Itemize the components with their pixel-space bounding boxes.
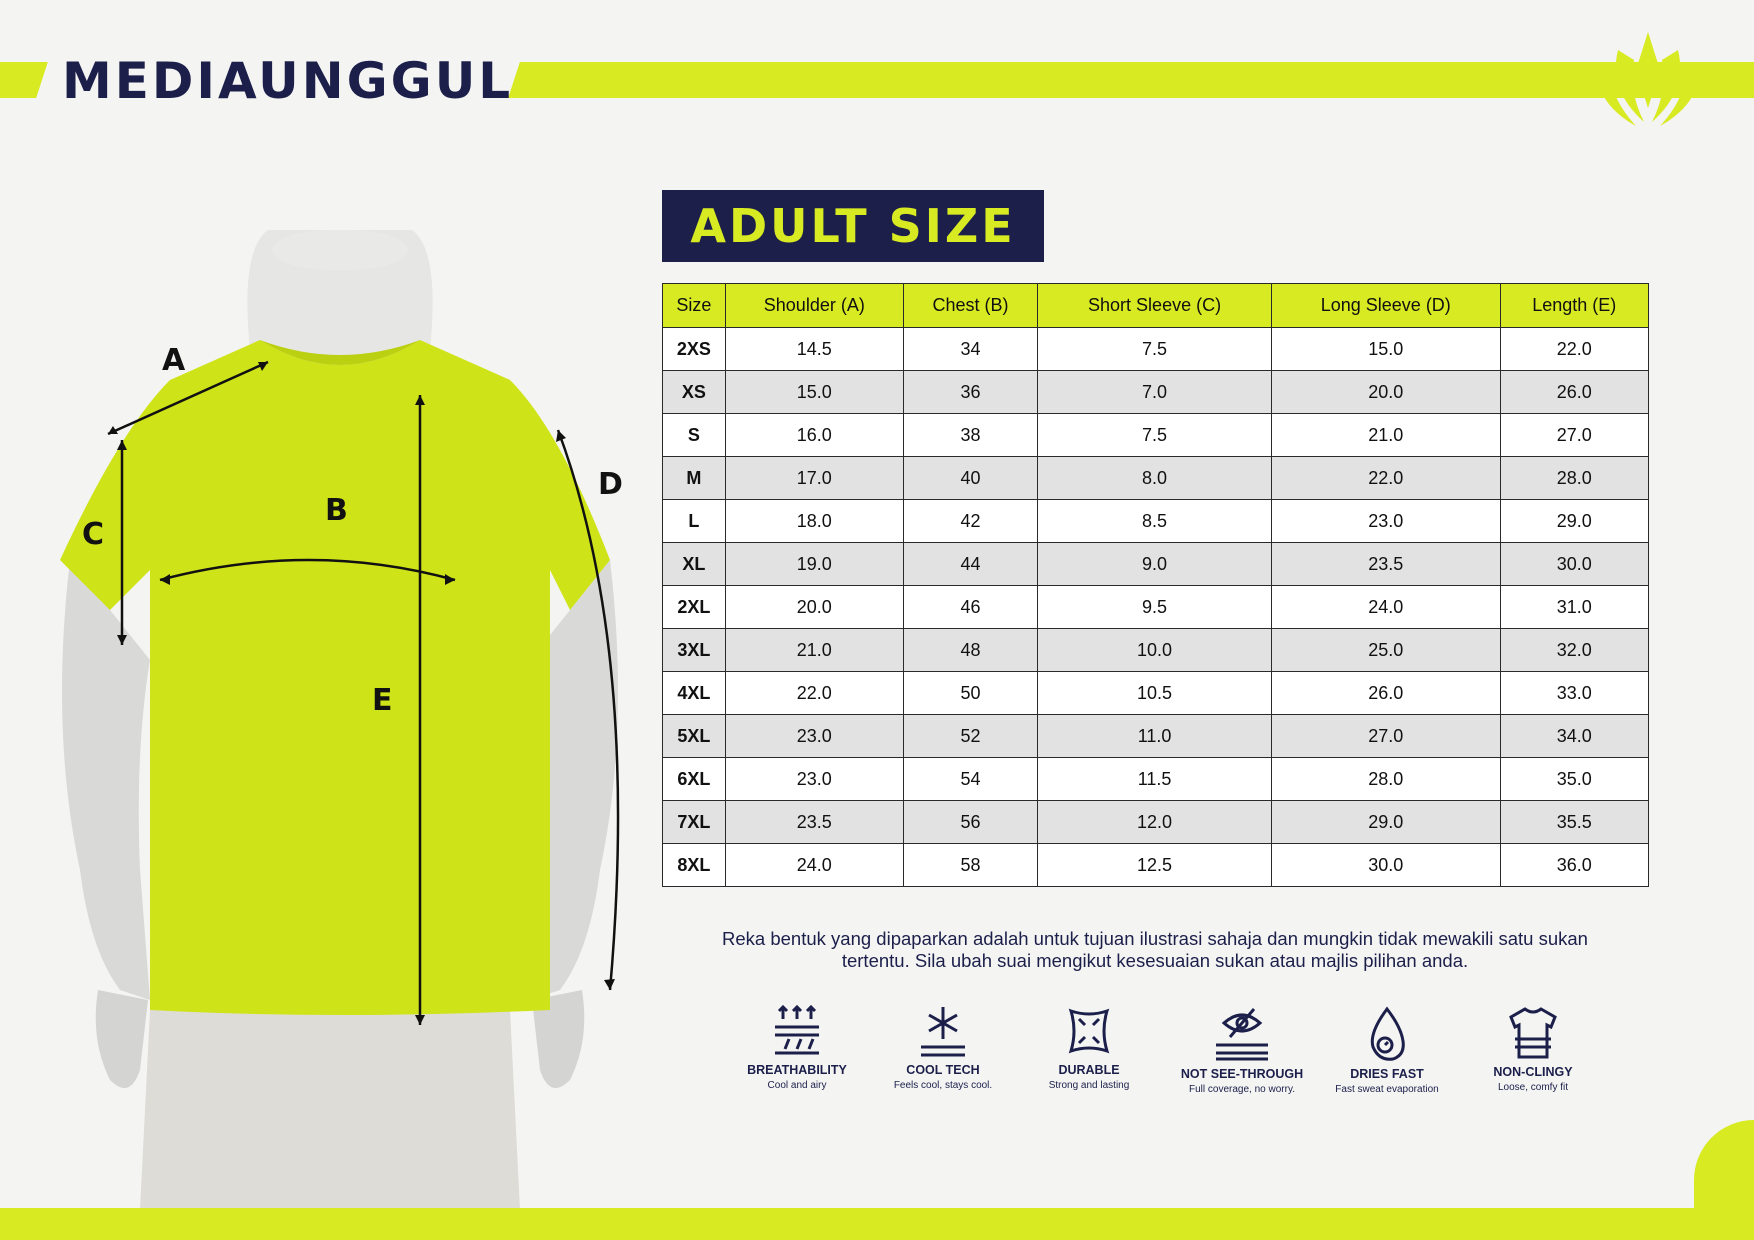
measurement-cell: 27.0: [1271, 715, 1500, 758]
feature-title: DRIES FAST: [1350, 1067, 1424, 1081]
measurement-cell: 58: [903, 844, 1037, 887]
size-cell: 2XL: [663, 586, 726, 629]
measurement-cell: 9.5: [1038, 586, 1272, 629]
label-c: C: [82, 517, 105, 552]
measurement-cell: 28.0: [1500, 457, 1648, 500]
measurement-cell: 22.0: [1271, 457, 1500, 500]
breathability-icon: [769, 1005, 825, 1059]
feature-title: NON-CLINGY: [1493, 1065, 1573, 1079]
measurement-cell: 36: [903, 371, 1037, 414]
measurement-cell: 30.0: [1500, 543, 1648, 586]
column-header: Chest (B): [903, 284, 1037, 328]
column-header: Length (E): [1500, 284, 1648, 328]
label-d: D: [598, 467, 623, 502]
measurement-cell: 40: [903, 457, 1037, 500]
measurement-cell: 28.0: [1271, 758, 1500, 801]
table-row: [663, 500, 1649, 543]
column-header: Shoulder (A): [725, 284, 903, 328]
measurement-cell: 24.0: [725, 844, 903, 887]
size-cell: 4XL: [663, 672, 726, 715]
measurement-cell: 31.0: [1500, 586, 1648, 629]
measurement-cell: 48: [903, 629, 1037, 672]
column-header: Size: [663, 284, 726, 328]
table-row: [663, 758, 1649, 801]
measurement-cell: 30.0: [1271, 844, 1500, 887]
measurement-cell: 23.5: [1271, 543, 1500, 586]
size-cell: M: [663, 457, 726, 500]
measurement-cell: 26.0: [1271, 672, 1500, 715]
column-header: Long Sleeve (D): [1271, 284, 1500, 328]
measurement-cell: 38: [903, 414, 1037, 457]
measurement-cell: 8.0: [1038, 457, 1272, 500]
feature-breathability: [722, 1005, 872, 1091]
measurement-cell: 25.0: [1271, 629, 1500, 672]
measurement-cell: 11.5: [1038, 758, 1272, 801]
measurement-cell: 24.0: [1271, 586, 1500, 629]
label-a: A: [162, 343, 186, 378]
measurement-cell: 23.0: [725, 715, 903, 758]
table-row: [663, 844, 1649, 887]
size-chart-table: [662, 283, 1649, 887]
table-row: [663, 371, 1649, 414]
durable-icon: [1061, 1005, 1117, 1059]
measurement-cell: 23.0: [725, 758, 903, 801]
brand-logo: MEDIAUNGGUL: [62, 52, 514, 110]
disclaimer-text: Reka bentuk yang dipaparkan adalah untuk tujuan ilustrasi sahaja dan mungkin tidak mewakili satu sukan tertentu. Sila ubah suai mengikut kesesuaian sukan atau majlis pilihan anda.: [722, 928, 1588, 971]
feature-subtitle: Cool and airy: [767, 1080, 827, 1091]
title-banner: [662, 190, 1044, 262]
measurement-cell: 7.0: [1038, 371, 1272, 414]
size-cell: S: [663, 414, 726, 457]
droplet-icon: [1359, 1005, 1415, 1063]
feature-title: NOT SEE-THROUGH: [1180, 1067, 1304, 1081]
table-row: [663, 457, 1649, 500]
table-row: [663, 328, 1649, 371]
feature-subtitle: Strong and lasting: [1048, 1080, 1130, 1091]
measurement-cell: 35.5: [1500, 801, 1648, 844]
feature-subtitle: Fast sweat evaporation: [1335, 1084, 1439, 1095]
measurement-cell: 15.0: [725, 371, 903, 414]
table-row: [663, 414, 1649, 457]
features-row: [722, 1005, 1600, 1115]
measurement-cell: 29.0: [1500, 500, 1648, 543]
label-e: E: [372, 683, 393, 718]
measurement-cell: 33.0: [1500, 672, 1648, 715]
page-title: ADULT SIZE: [690, 199, 1016, 253]
feature-not-see-through: [1160, 1005, 1324, 1095]
measurement-cell: 10.0: [1038, 629, 1272, 672]
measurement-cell: 34: [903, 328, 1037, 371]
measurement-cell: 20.0: [1271, 371, 1500, 414]
measurement-cell: 15.0: [1271, 328, 1500, 371]
measurement-cell: 17.0: [725, 457, 903, 500]
measurement-cell: 9.0: [1038, 543, 1272, 586]
measurement-cell: 44: [903, 543, 1037, 586]
size-cell: XS: [663, 371, 726, 414]
table-row: [663, 586, 1649, 629]
measurement-cell: 16.0: [725, 414, 903, 457]
measurement-cell: 7.5: [1038, 414, 1272, 457]
measurement-cell: 22.0: [725, 672, 903, 715]
feature-durable: [1014, 1005, 1164, 1091]
measurement-cell: 29.0: [1271, 801, 1500, 844]
tshirt-illustration: [40, 230, 640, 1210]
feature-subtitle: Feels cool, stays cool.: [893, 1080, 993, 1091]
measurement-cell: 10.5: [1038, 672, 1272, 715]
column-header: Short Sleeve (C): [1038, 284, 1272, 328]
measurement-cell: 46: [903, 586, 1037, 629]
measurement-cell: 19.0: [725, 543, 903, 586]
measurement-cell: 42: [903, 500, 1037, 543]
measurement-cell: 35.0: [1500, 758, 1648, 801]
size-cell: 8XL: [663, 844, 726, 887]
table-body: [663, 328, 1649, 887]
measurement-cell: 23.5: [725, 801, 903, 844]
footer-band: [0, 1208, 1754, 1240]
size-cell: 5XL: [663, 715, 726, 758]
measurement-cell: 7.5: [1038, 328, 1272, 371]
feature-subtitle: Full coverage, no worry.: [1189, 1084, 1295, 1095]
measurement-cell: 52: [903, 715, 1037, 758]
measurement-cell: 34.0: [1500, 715, 1648, 758]
brand-emblem-icon: [1588, 30, 1708, 130]
measurement-cell: 56: [903, 801, 1037, 844]
feature-title: BREATHABILITY: [747, 1063, 847, 1077]
measurement-cell: 20.0: [725, 586, 903, 629]
feature-cool-tech: [868, 1005, 1018, 1091]
size-cell: L: [663, 500, 726, 543]
measurement-cell: 54: [903, 758, 1037, 801]
table-row: [663, 801, 1649, 844]
size-cell: 2XS: [663, 328, 726, 371]
size-cell: 7XL: [663, 801, 726, 844]
table-row: [663, 543, 1649, 586]
measurement-cell: 12.0: [1038, 801, 1272, 844]
feature-non-clingy: [1458, 1005, 1608, 1093]
measurement-cell: 18.0: [725, 500, 903, 543]
measurement-cell: 12.5: [1038, 844, 1272, 887]
footer-corner: [1694, 1120, 1754, 1220]
measurement-cell: 21.0: [725, 629, 903, 672]
measurement-cell: 8.5: [1038, 500, 1272, 543]
snowflake-icon: [915, 1005, 971, 1059]
feature-subtitle: Loose, comfy fit: [1497, 1082, 1569, 1093]
measurement-cell: 11.0: [1038, 715, 1272, 758]
measurement-cell: 27.0: [1500, 414, 1648, 457]
table-row: [663, 672, 1649, 715]
table-header-row: [663, 284, 1649, 328]
size-cell: XL: [663, 543, 726, 586]
measurement-cell: 22.0: [1500, 328, 1648, 371]
measurement-cell: 26.0: [1500, 371, 1648, 414]
measurement-cell: 36.0: [1500, 844, 1648, 887]
feature-dries-fast: [1312, 1005, 1462, 1095]
shirt-icon: [1505, 1005, 1561, 1061]
eye-off-icon: [1212, 1005, 1272, 1063]
table-row: [663, 629, 1649, 672]
measurement-cell: 50: [903, 672, 1037, 715]
size-cell: 3XL: [663, 629, 726, 672]
measurement-cell: 23.0: [1271, 500, 1500, 543]
measurement-cell: 21.0: [1271, 414, 1500, 457]
feature-title: DURABLE: [1058, 1063, 1120, 1077]
size-cell: 6XL: [663, 758, 726, 801]
table-row: [663, 715, 1649, 758]
label-b: B: [325, 493, 348, 528]
feature-title: COOL TECH: [906, 1063, 980, 1077]
measurement-cell: 32.0: [1500, 629, 1648, 672]
measurement-cell: 14.5: [725, 328, 903, 371]
